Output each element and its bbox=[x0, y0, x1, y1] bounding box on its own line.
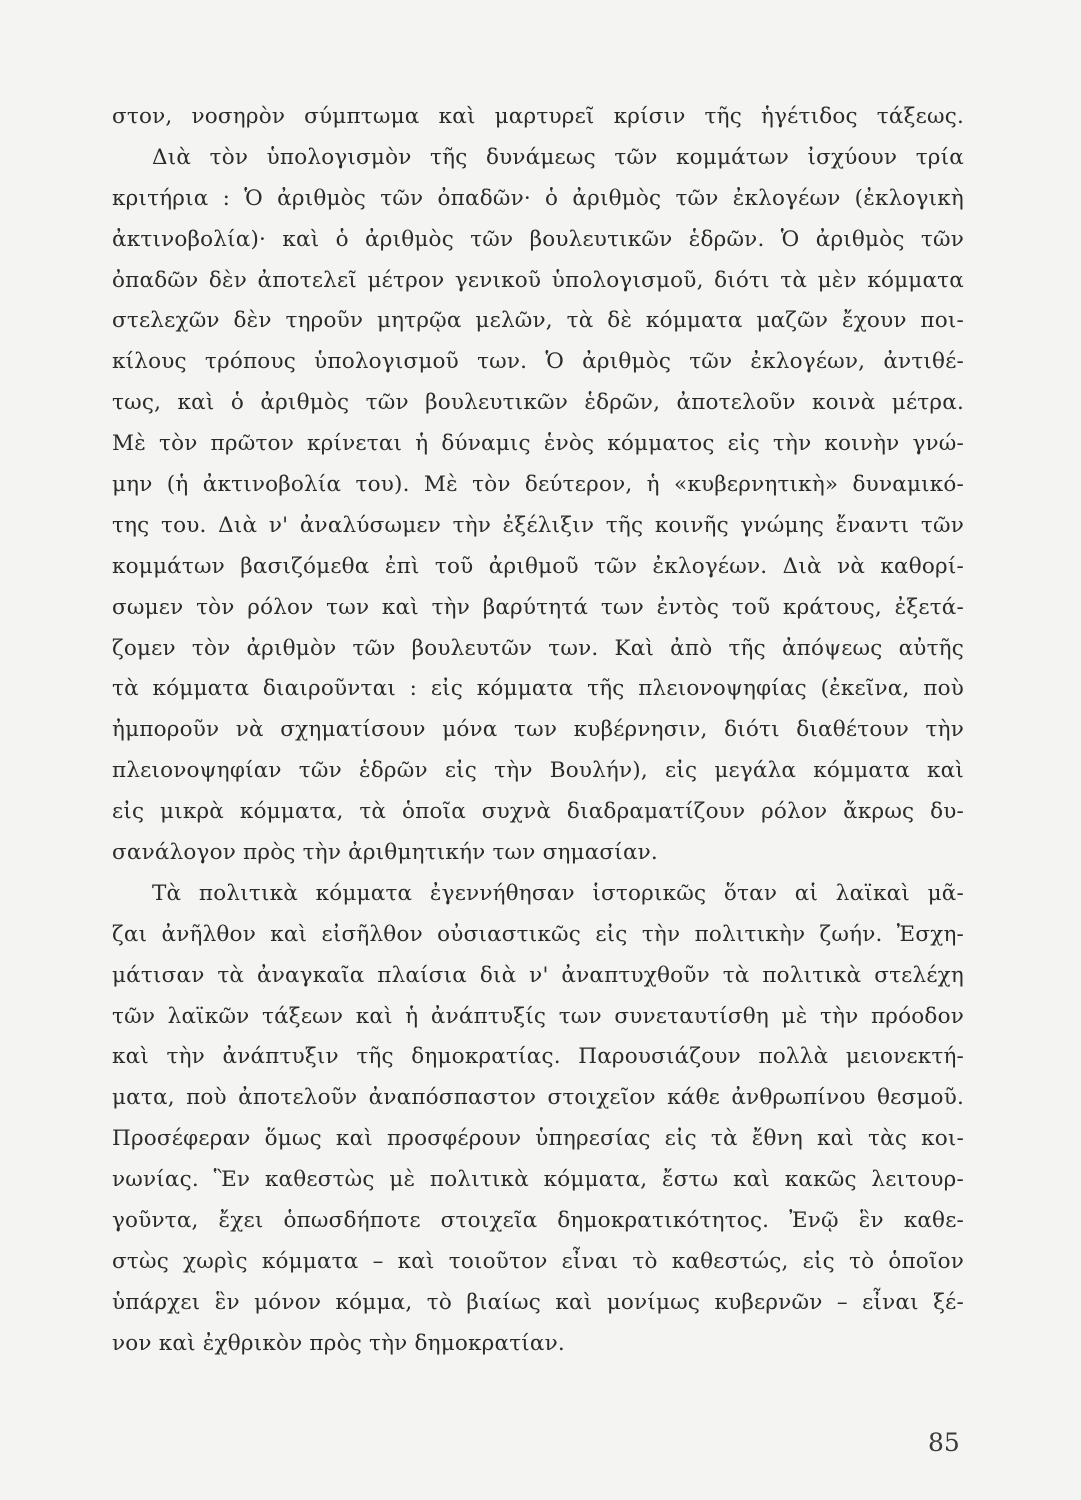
text-line: εἰς μικρὰ κόμματα, τὰ ὁποῖα συχνὰ διαδραματίζουν ρόλον ἄκρως δυ- bbox=[112, 799, 964, 825]
text-line: ἠμποροῦν νὰ σχηματίσουν μόνα των κυβέρνησιν, διότι διαθέτουν τὴν bbox=[112, 717, 964, 743]
text-line: νον καὶ ἐχθρικὸν πρὸς τὴν δημοκρατίαν. bbox=[112, 1330, 565, 1356]
text-line: τως, καὶ ὁ ἀριθμὸς τῶν βουλευτικῶν ἑδρῶν, ἀποτελοῦν κοινὰ μέτρα. bbox=[112, 390, 964, 416]
text-line: Τὰ πολιτικὰ κόμματα ἐγεννήθησαν ἱστορικῶς ὅταν αἱ λαϊκαὶ μᾶ- bbox=[152, 880, 964, 906]
text-line: κίλους τρόπους ὑπολογισμοῦ των. Ὁ ἀριθμὸς τῶν ἐκλογέων, ἀντιθέ- bbox=[112, 349, 964, 375]
text-line: στελεχῶν δὲν τηροῦν μητρῷα μελῶν, τὰ δὲ κόμματα μαζῶν ἔχουν ποι- bbox=[112, 308, 964, 334]
text-line: ἀκτινοβολία)· καὶ ὁ ἀριθμὸς τῶν βουλευτικῶν ἑδρῶν. Ὁ ἀριθμὸς τῶν bbox=[112, 226, 964, 252]
text-line: σανάλογον πρὸς τὴν ἀριθμητικήν των σημασίαν. bbox=[112, 840, 658, 866]
body-text bbox=[112, 97, 964, 1365]
text-line: πλειονοψηφίαν τῶν ἑδρῶν εἰς τὴν Βουλήν), εἰς μεγάλα κόμματα καὶ bbox=[112, 758, 964, 784]
text-line: ζομεν τὸν ἀριθμὸν τῶν βουλευτῶν των. Καὶ ἀπὸ τῆς ἀπόψεως αὐτῆς bbox=[112, 635, 964, 661]
text-line: μάτισαν τὰ ἀναγκαῖα πλαίσια διὰ ν' ἀναπτυχθοῦν τὰ πολιτικὰ στελέχη bbox=[112, 962, 964, 988]
text-line: Προσέφεραν ὅμως καὶ προσφέρουν ὑπηρεσίας εἰς τὰ ἔθνη καὶ τὰς κοι- bbox=[112, 1126, 964, 1152]
text-line: νωνίας. Ἓν καθεστὼς μὲ πολιτικὰ κόμματα, ἔστω καὶ κακῶς λειτουρ- bbox=[112, 1167, 964, 1193]
text-line: κομμάτων βασιζόμεθα ἐπὶ τοῦ ἀριθμοῦ τῶν ἐκλογέων. Διὰ νὰ καθορί- bbox=[112, 553, 964, 579]
page-number: 85 bbox=[928, 1428, 960, 1457]
text-line: τὰ κόμματα διαιροῦνται : εἰς κόμματα τῆς πλειονοψηφίας (ἐκεῖνα, ποὺ bbox=[112, 676, 964, 702]
text-line: ζαι ἀνῆλθον καὶ εἰσῆλθον οὐσιαστικῶς εἰς τὴν πολιτικὴν ζωήν. Ἐσχη- bbox=[112, 921, 964, 947]
text-line: καὶ τὴν ἀνάπτυξιν τῆς δημοκρατίας. Παρουσιάζουν πολλὰ μειονεκτή- bbox=[112, 1044, 964, 1070]
text-line: ὀπαδῶν δὲν ἀποτελεῖ μέτρον γενικοῦ ὑπολογισμοῦ, διότι τὰ μὲν κόμματα bbox=[112, 267, 964, 293]
text-line: στὼς χωρὶς κόμματα – καὶ τοιοῦτον εἶναι τὸ καθεστώς, εἰς τὸ ὁποῖον bbox=[112, 1248, 964, 1274]
text-line: κριτήρια : Ὁ ἀριθμὸς τῶν ὀπαδῶν· ὁ ἀριθμὸς τῶν ἐκλογέων (ἐκλογικὴ bbox=[112, 185, 964, 211]
text-line: ματα, ποὺ ἀποτελοῦν ἀναπόσπαστον στοιχεῖον κάθε ἀνθρωπίνου θεσμοῦ. bbox=[112, 1085, 964, 1111]
text-line: Διὰ τὸν ὑπολογισμὸν τῆς δυνάμεως τῶν κομμάτων ἰσχύουν τρία bbox=[152, 144, 964, 170]
text-line: σωμεν τὸν ρόλον των καὶ τὴν βαρύτητά των ἐντὸς τοῦ κράτους, ἐξετά- bbox=[112, 594, 964, 620]
text-line: της του. Διὰ ν' ἀναλύσωμεν τὴν ἐξέλιξιν τῆς κοινῆς γνώμης ἔναντι τῶν bbox=[112, 512, 964, 538]
text-line: μην (ἡ ἀκτινοβολία του). Μὲ τὸν δεύτερον, ἡ «κυβερνητικὴ» δυναμικό- bbox=[112, 472, 964, 498]
text-line: Μὲ τὸν πρῶτον κρίνεται ἡ δύναμις ἑνὸς κόμματος εἰς τὴν κοινὴν γνώ- bbox=[112, 431, 964, 457]
text-line: ὑπάρχει ἓν μόνον κόμμα, τὸ βιαίως καὶ μονίμως κυβερνῶν – εἶναι ξέ- bbox=[112, 1289, 964, 1315]
text-line: γοῦντα, ἔχει ὁπωσδήποτε στοιχεῖα δημοκρατικότητος. Ἐνῷ ἓν καθε- bbox=[112, 1208, 964, 1234]
text-line: τῶν λαϊκῶν τάξεων καὶ ἡ ἀνάπτυξίς των συνεταυτίσθη μὲ τὴν πρόοδον bbox=[112, 1003, 964, 1029]
text-line: στον, νοσηρὸν σύμπτωμα καὶ μαρτυρεῖ κρίσιν τῆς ἡγέτιδος τάξεως. bbox=[112, 104, 964, 129]
